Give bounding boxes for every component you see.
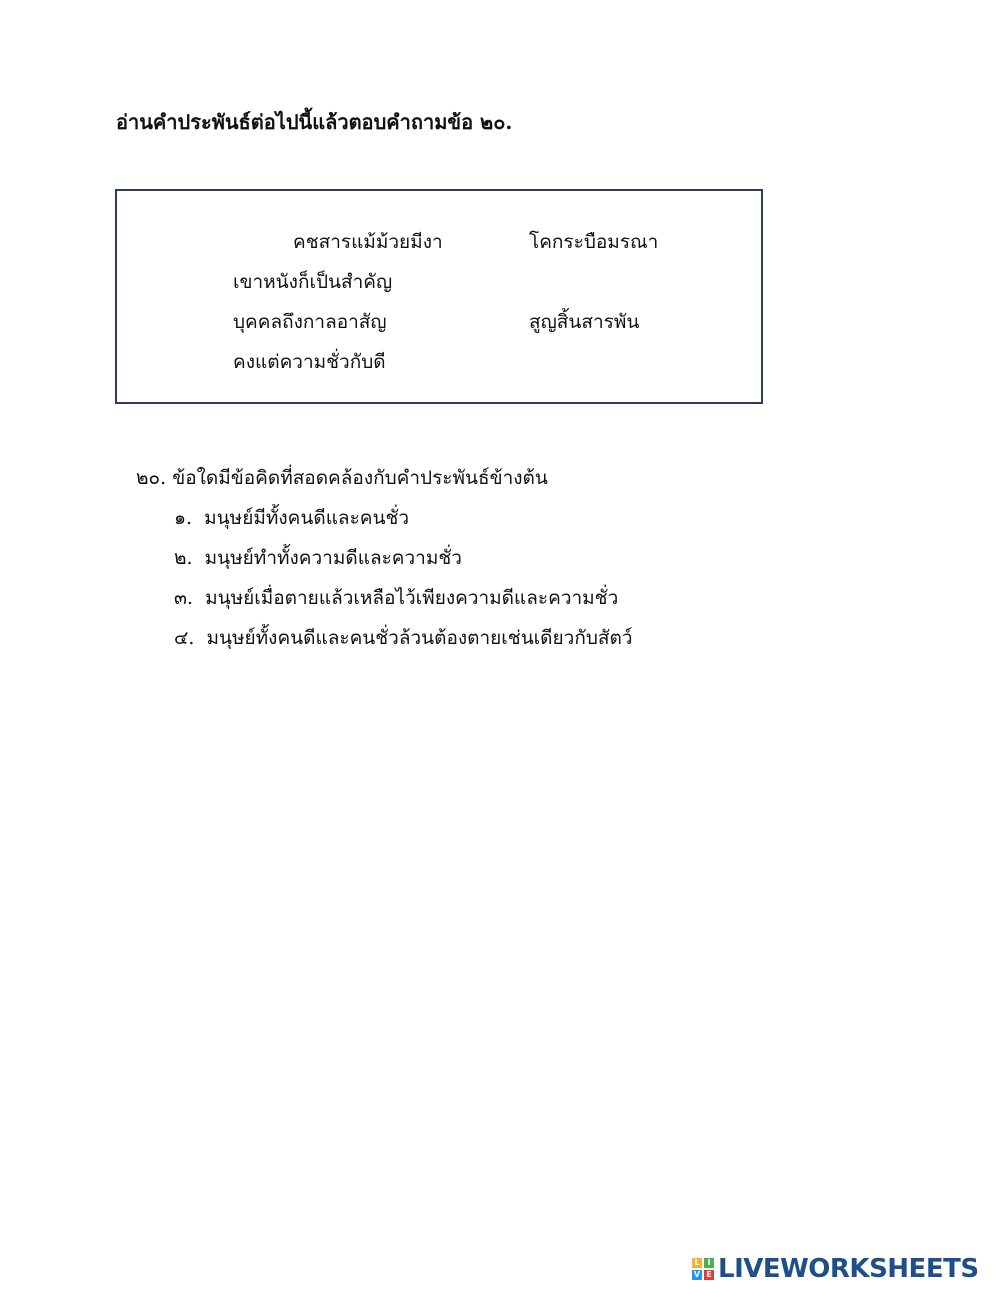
poem-line-1-right: โคกระบือมรณา: [529, 231, 659, 253]
choice-text: มนุษย์เมื่อตายแล้วเหลือไว้เพียงความดีและความชั่ว: [205, 587, 619, 609]
choice-text: มนุษย์ทำทั้งความดีและความชั่ว: [204, 547, 462, 569]
logo-text: LIVEWORKSHEETS: [718, 1254, 979, 1284]
liveworksheets-logo: [692, 1253, 979, 1285]
poem-line-2: เขาหนังก็เป็นสำคัญ: [233, 271, 393, 293]
logo-mark-letter: E: [704, 1270, 714, 1280]
logo-mark-icon: [692, 1258, 714, 1280]
choice-2[interactable]: [136, 542, 632, 582]
choice-number: ๔.: [174, 627, 195, 649]
question-20: [136, 462, 632, 662]
poem-line-3-left: บุคคลถึงกาลอาสัญ: [233, 311, 387, 333]
instruction-heading: อ่านคำประพันธ์ต่อไปนี้แล้วตอบคำถามข้อ ๒๐.: [116, 110, 513, 134]
choice-number: ๑.: [174, 507, 193, 529]
choice-3[interactable]: [136, 582, 632, 622]
poem-line-3-right: สูญสิ้นสารพัน: [529, 311, 640, 333]
logo-mark-letter: L: [692, 1258, 702, 1268]
choice-number: ๓.: [174, 587, 194, 609]
choice-4[interactable]: [136, 622, 632, 662]
choice-number: ๒.: [174, 547, 193, 569]
choice-text: มนุษย์ทั้งคนดีและคนชั่วล้วนต้องตายเช่นเดียวกับสัตว์: [206, 627, 633, 649]
choice-text: มนุษย์มีทั้งคนดีและคนชั่ว: [204, 507, 410, 529]
question-stem: ๒๐. ข้อใดมีข้อคิดที่สอดคล้องกับคำประพันธ์ข้างต้น: [136, 467, 548, 489]
choice-1[interactable]: [136, 502, 632, 542]
poem-line-4: คงแต่ความชั่วกับดี: [233, 351, 386, 373]
poem-box: [115, 189, 763, 404]
poem-line-1-left: คชสารแม้ม้วยมีงา: [293, 231, 443, 253]
logo-mark-letter: V: [693, 1270, 701, 1279]
logo-mark-letter: I: [704, 1258, 714, 1268]
